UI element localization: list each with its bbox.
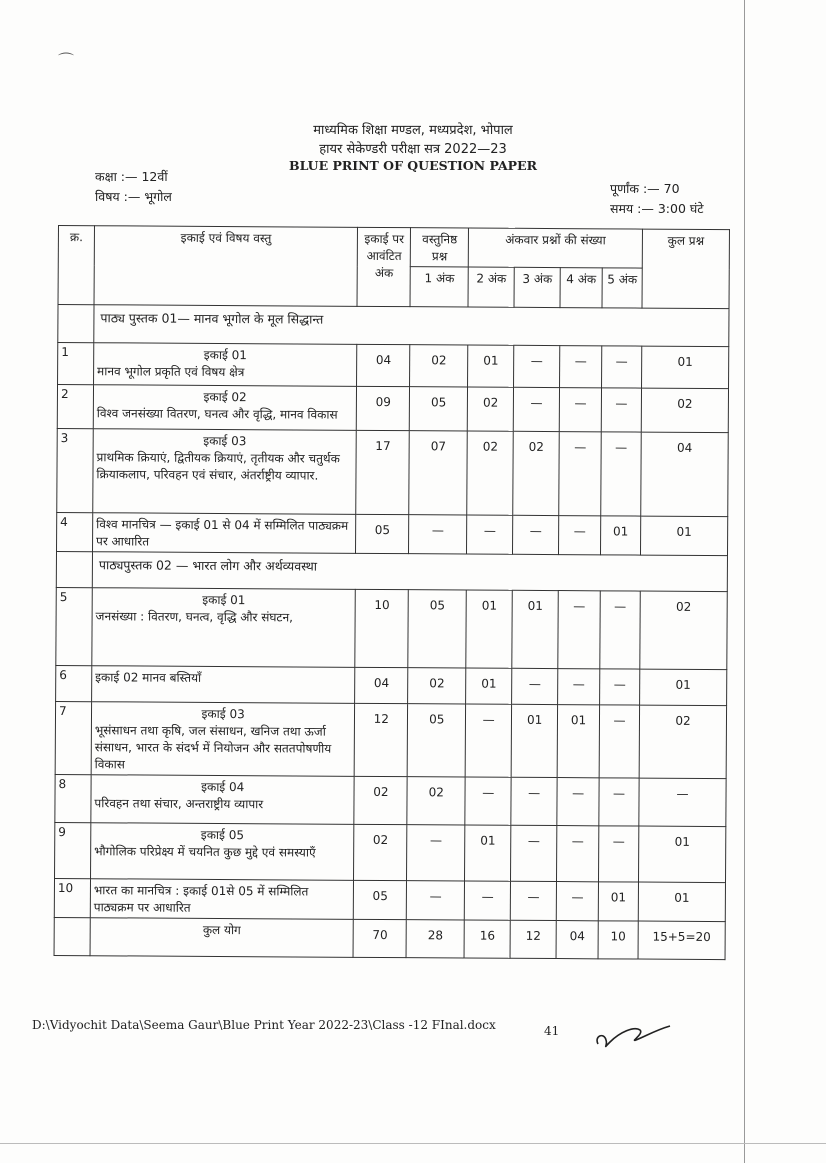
- row-m4: —: [558, 591, 600, 669]
- section-title-2: पाठ्यपुस्तक 02 — भारत लोग और अर्थव्यवस्था: [92, 552, 727, 592]
- row-m4: —: [557, 826, 599, 882]
- row-allotted: 10: [355, 589, 408, 667]
- table-row: [56, 665, 727, 705]
- header-row-1: [58, 226, 729, 269]
- page-bottom-line: [0, 1143, 826, 1144]
- row-sno: 9: [55, 822, 91, 878]
- row-allotted: 05: [354, 880, 407, 919]
- table-row: [55, 774, 726, 826]
- row-m2: 01: [466, 590, 512, 668]
- section-row-1: [58, 305, 729, 347]
- row-m4: 01: [557, 705, 599, 778]
- row-total: 01: [638, 882, 725, 922]
- row-unit: [90, 823, 354, 881]
- row-m1: 02: [408, 668, 466, 704]
- row-sno: 7: [55, 701, 91, 774]
- table-row: [58, 343, 729, 389]
- row-m5: —: [602, 346, 642, 388]
- row-total: 02: [639, 705, 726, 779]
- row-m2: —: [464, 881, 510, 920]
- row-sno: 4: [57, 512, 93, 551]
- section-row-2: [56, 551, 727, 591]
- unit-title: इकाई 04: [201, 779, 245, 795]
- unit-title: इकाई 03: [203, 433, 247, 449]
- row-m1: —: [407, 881, 465, 920]
- row-m2: —: [465, 704, 511, 777]
- header-m2: 2 अंक: [468, 267, 514, 307]
- row-total: 04: [641, 432, 729, 517]
- row-m4: —: [556, 882, 598, 921]
- row-unit: [93, 429, 357, 515]
- row-m3: 02: [513, 431, 559, 515]
- signature: [590, 1016, 680, 1056]
- header-unit: इकाई एवं विषय वस्तु: [94, 226, 358, 307]
- row-m5: —: [599, 826, 639, 882]
- row-m1: 02: [410, 345, 468, 387]
- row-allotted: 02: [354, 824, 407, 880]
- row-total: 01: [640, 669, 727, 706]
- unit-description: भारत का मानचित्र : इकाई 01से 05 में सम्मिलित पाठ्यक्रम पर आधारित: [93, 883, 309, 915]
- document-title: BLUE PRINT OF QUESTION PAPER: [289, 158, 537, 173]
- unit-description: जनसंख्या : वितरण, घनत्व, वृद्धि और संघटन,: [95, 609, 294, 625]
- unit-description: परिवहन तथा संचार, अन्तराष्ट्रीय व्यापार: [94, 796, 264, 812]
- row-sno: 6: [56, 665, 92, 701]
- row-m2: 01: [465, 825, 511, 881]
- row-unit: [93, 385, 357, 431]
- row-m1: 02: [407, 777, 465, 825]
- blueprint-table: [54, 225, 730, 960]
- row-allotted: 05: [356, 514, 409, 553]
- row-m5: —: [600, 669, 640, 705]
- max-marks-label: पूर्णांक :— 70: [610, 181, 680, 196]
- row-total: 02: [640, 591, 727, 670]
- row-m3: —: [511, 777, 557, 825]
- scan-mark: ⌒: [58, 51, 75, 70]
- row-m3: —: [510, 881, 556, 920]
- totals-row: [54, 917, 725, 959]
- row-m5: —: [599, 705, 639, 778]
- row-m5: —: [601, 432, 641, 516]
- row-unit: [92, 513, 356, 554]
- row-m2: 01: [466, 668, 512, 704]
- row-m1: 07: [409, 431, 467, 515]
- totals-m5: 10: [598, 921, 638, 959]
- row-m4: —: [559, 432, 601, 516]
- row-m1: 05: [407, 704, 465, 777]
- time-label: समय :— 3:00 घंटे: [610, 201, 704, 216]
- row-m3: —: [513, 387, 559, 431]
- row-m4: —: [559, 516, 601, 555]
- unit-description: विश्व मानचित्र — इकाई 01 से 04 में सम्मिलित पाठ्यक्रम पर आधारित: [95, 517, 349, 549]
- header-objective: वस्तुनिष्ठ प्रश्न: [411, 228, 469, 267]
- row-sno: 1: [58, 343, 94, 385]
- row-m5: 01: [601, 516, 641, 555]
- row-m4: —: [558, 669, 600, 705]
- row-m1: —: [407, 825, 465, 881]
- section-title-1: पाठ्य पुस्तक 01— मानव भूगोल के मूल सिद्धान्त: [94, 305, 729, 347]
- row-sno: 8: [55, 774, 91, 822]
- unit-description: भूसंसाधन तथा कृषि, जल संसाधन, खनिज तथा ऊर्जा संसाधन, भारत के संदर्भ में नियोजन और सततपोषणीय विकास: [94, 723, 332, 772]
- row-unit: [90, 879, 354, 920]
- row-sno: 5: [56, 587, 92, 665]
- header-allotted: इकाई पर आवंटित अंक: [357, 227, 410, 306]
- row-total: 01: [640, 516, 727, 556]
- row-m3: —: [513, 515, 559, 554]
- row-unit: [92, 588, 356, 668]
- totals-m4: 04: [556, 921, 598, 959]
- row-unit: [92, 666, 356, 704]
- row-total: 01: [642, 346, 729, 389]
- header-total: कुल प्रश्न: [642, 229, 729, 309]
- totals-m3: 12: [510, 920, 556, 958]
- row-m4: —: [560, 346, 602, 388]
- totals-m1: 28: [406, 920, 464, 958]
- unit-description: भौगोलिक परिप्रेक्ष्य में चयनित कुछ मुद्दे एवं समस्याएँ: [94, 844, 316, 860]
- row-m3: —: [511, 825, 557, 881]
- table-row: [54, 878, 725, 921]
- unit-title: इकाई 01: [202, 592, 246, 608]
- row-allotted: 17: [356, 430, 409, 514]
- page-number: 41: [544, 1024, 560, 1038]
- header-m4: 4 अंक: [560, 268, 602, 308]
- unit-title: इकाई 05: [200, 827, 245, 843]
- unit-title: इकाई 03: [201, 706, 245, 722]
- totals-allotted: 70: [353, 919, 406, 957]
- row-m2: —: [465, 777, 511, 825]
- row-m2: 02: [467, 431, 513, 515]
- row-m5: —: [600, 591, 640, 669]
- row-m3: —: [512, 668, 558, 704]
- row-m5: 01: [598, 882, 638, 921]
- row-total: —: [639, 778, 726, 827]
- row-m5: —: [599, 778, 639, 826]
- subject-label: विषय :— भूगोल: [95, 189, 172, 204]
- totals-total: 15+5=20: [638, 921, 725, 960]
- row-m3: 01: [512, 590, 558, 668]
- rows-part-2: [54, 587, 727, 921]
- table-row: [57, 428, 729, 516]
- row-m4: —: [557, 778, 599, 826]
- header-markwise: अंकवार प्रश्नों की संख्या: [468, 228, 642, 268]
- unit-description: इकाई 02 मानव बस्तियाँ: [95, 670, 202, 685]
- row-m1: 05: [408, 590, 466, 668]
- page-edge-line: [744, 0, 745, 1163]
- row-m2: 02: [467, 387, 513, 431]
- table-row: [57, 385, 728, 433]
- unit-title: इकाई 01: [203, 347, 248, 363]
- row-sno: 2: [57, 385, 93, 429]
- row-m3: —: [514, 345, 560, 387]
- row-total: 02: [641, 388, 728, 433]
- row-m1: 05: [410, 387, 468, 431]
- row-m3: 01: [511, 704, 557, 777]
- unit-title: इकाई 02: [203, 389, 247, 405]
- row-sno: 10: [54, 878, 90, 917]
- rows-part-1: [57, 343, 729, 556]
- row-unit: [93, 343, 357, 387]
- exam-session: हायर सेकेण्डरी परीक्षा सत्र 2022—23: [319, 142, 507, 157]
- header-sno: क्र.: [58, 226, 94, 305]
- unit-description: प्राथमिक क्रियाएं, द्वितीयक क्रियाएं, तृतीयक और चतुर्थक क्रियाकलाप, परिवहन एवं संचार, अंतर्राष्ट्रीय व्यापार.: [96, 450, 340, 483]
- totals-m2: 16: [464, 920, 510, 958]
- row-m1: —: [409, 515, 467, 554]
- totals-label: कुल योग: [90, 918, 354, 958]
- board-name: माध्यमिक शिक्षा मण्डल, मध्यप्रदेश, भोपाल: [313, 123, 513, 138]
- row-total: 01: [638, 826, 725, 883]
- header-m3: 3 अंक: [514, 267, 560, 307]
- row-m4: —: [559, 388, 601, 432]
- table-row: [56, 587, 727, 669]
- row-allotted: 09: [357, 386, 410, 430]
- row-sno: 3: [57, 428, 93, 512]
- row-m2: 01: [468, 345, 514, 387]
- header-m5: 5 अंक: [602, 268, 642, 308]
- row-unit: [91, 775, 355, 825]
- row-m5: —: [601, 388, 641, 432]
- unit-description: मानव भूगोल प्रकृति एवं विषय क्षेत्र: [97, 364, 245, 380]
- table-row: [57, 512, 728, 555]
- file-path: D:\Vidyochit Data\Seema Gaur\Blue Print Year 2022-23\Class -12 FInal.docx: [32, 1018, 496, 1032]
- class-label: कक्षा :— 12वीं: [95, 169, 168, 184]
- row-allotted: 04: [355, 667, 408, 703]
- table-row: [55, 701, 726, 778]
- header-m1: 1 अंक: [410, 267, 468, 307]
- row-allotted: 02: [354, 776, 407, 824]
- row-allotted: 12: [354, 703, 407, 776]
- unit-description: विश्व जनसंख्या वितरण, घनत्व और वृद्धि, मानव विकास: [96, 406, 338, 422]
- row-m2: —: [467, 515, 513, 554]
- table-row: [55, 822, 726, 882]
- row-unit: [91, 702, 355, 777]
- row-allotted: 04: [357, 344, 410, 386]
